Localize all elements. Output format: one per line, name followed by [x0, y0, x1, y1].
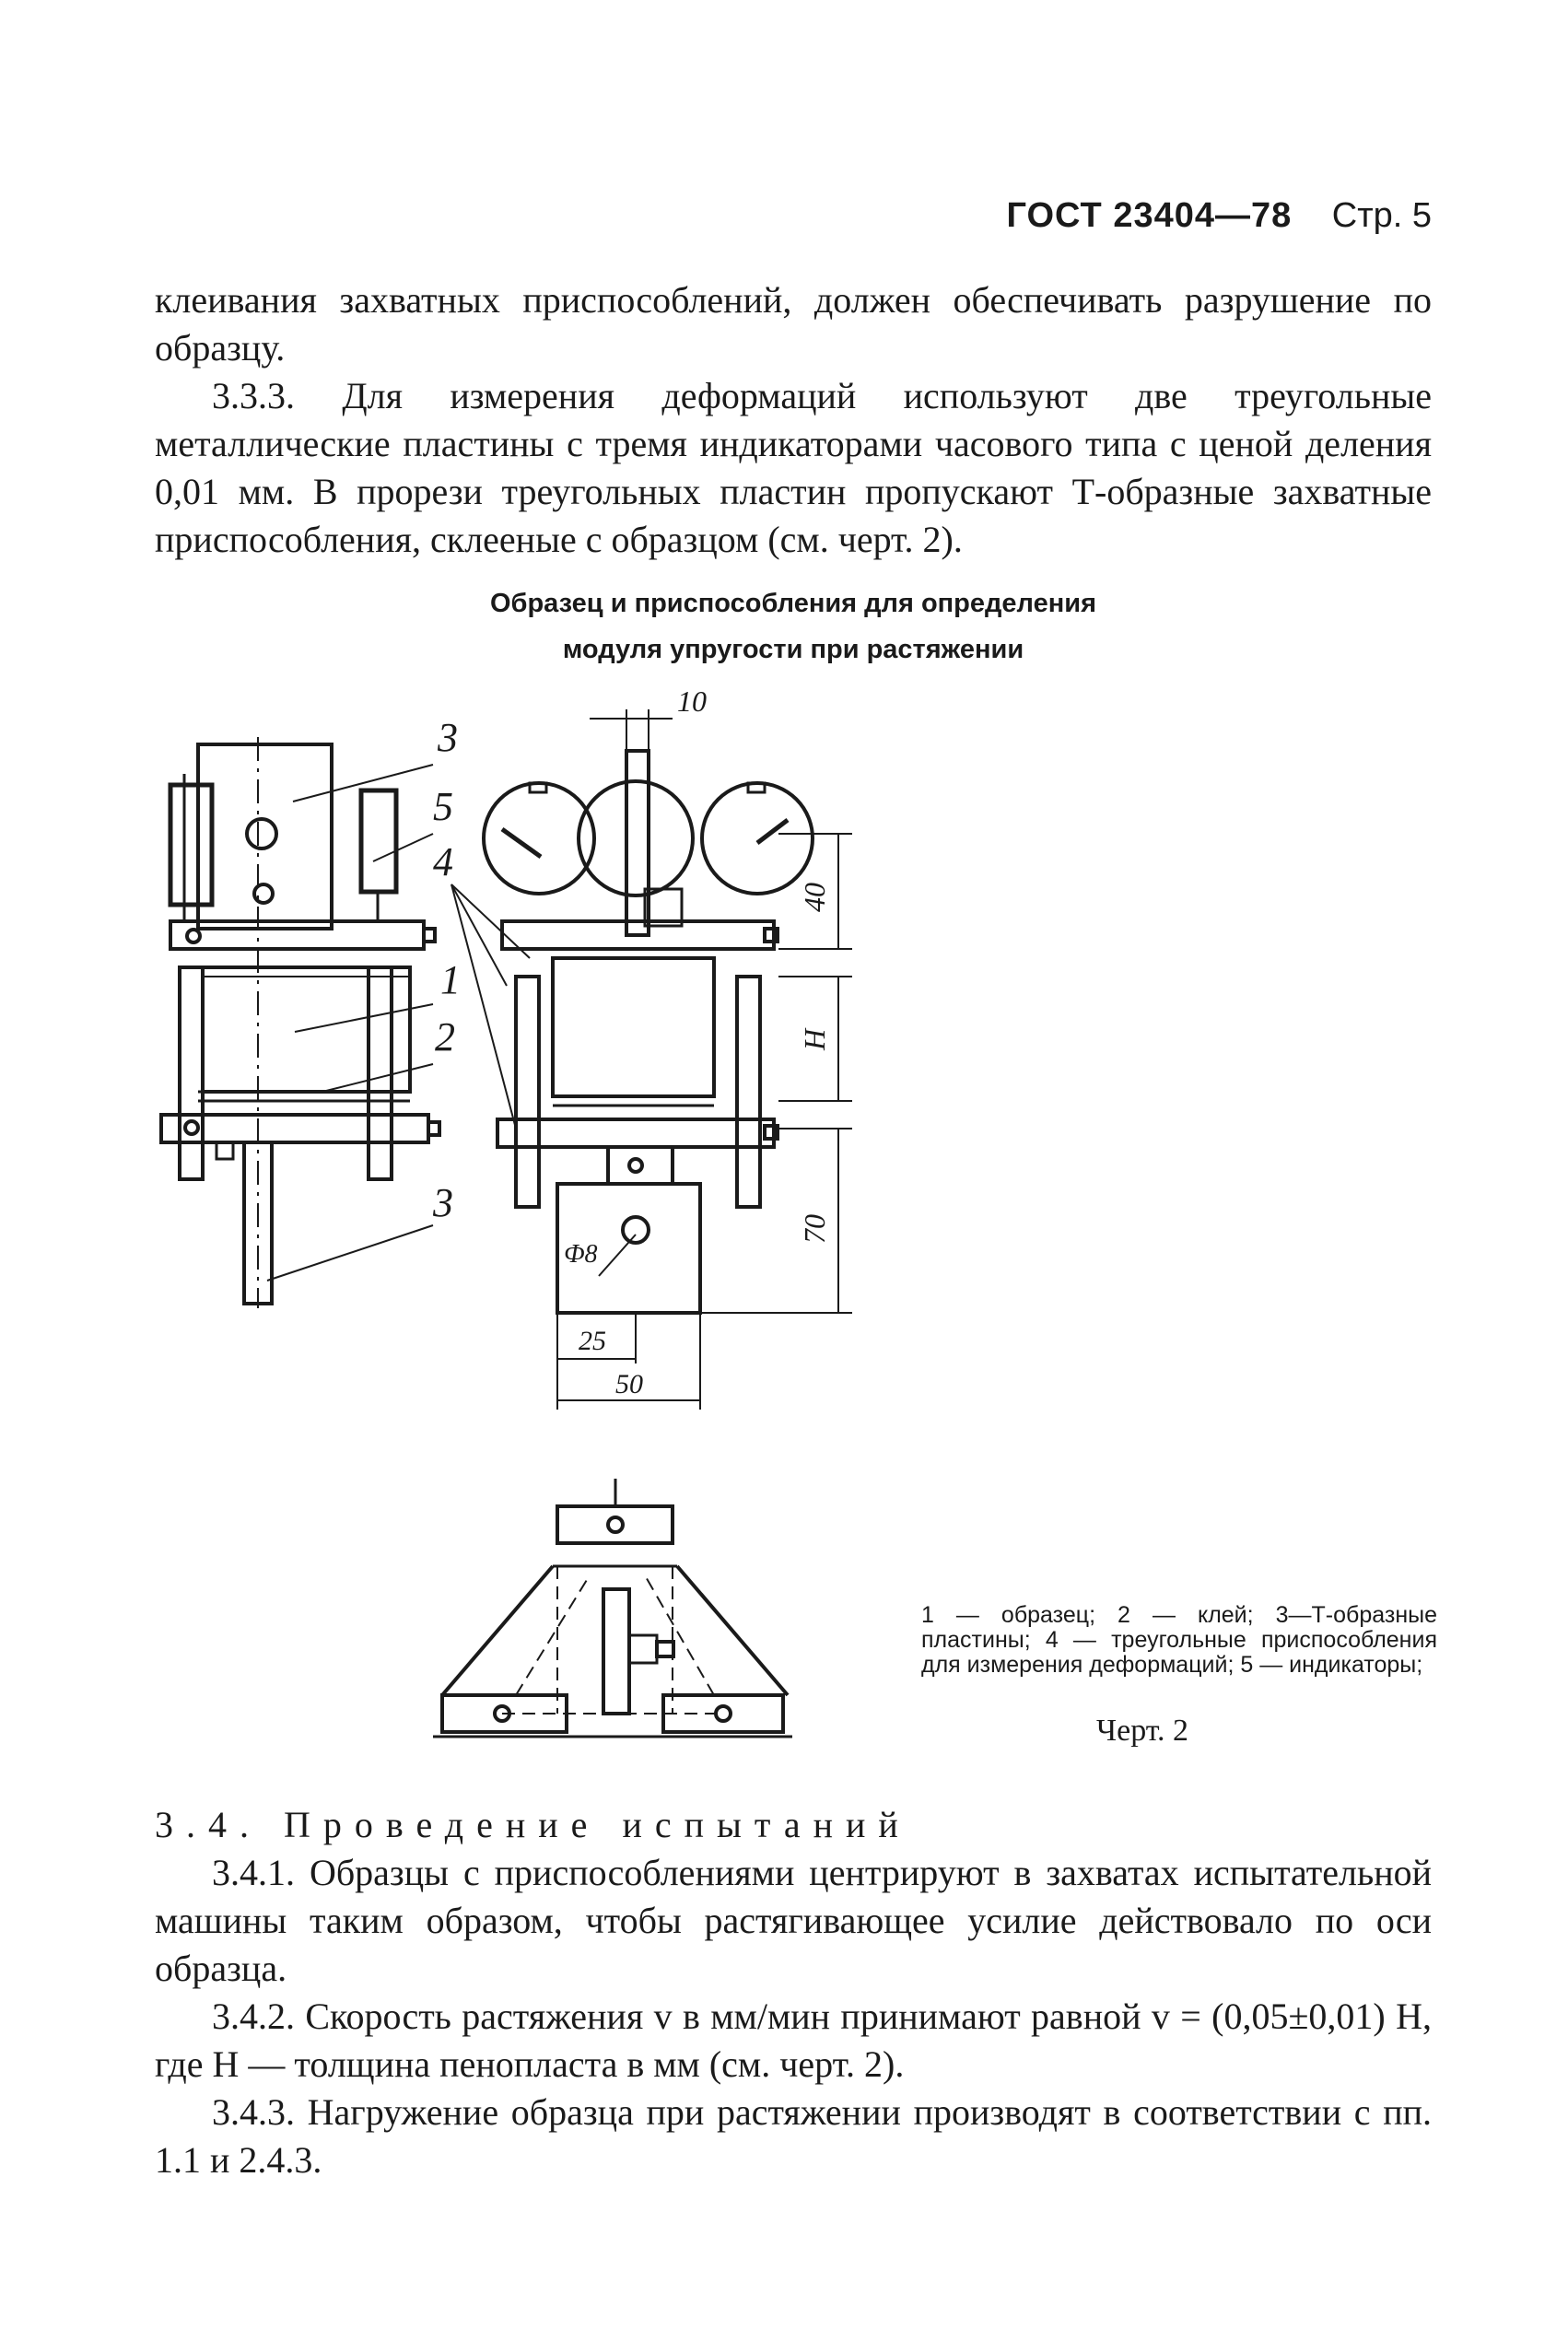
dim-h: H — [798, 1028, 831, 1050]
dim-40: 40 — [798, 883, 831, 912]
section-3-4-heading: 3.4. Проведение испытаний — [155, 1804, 911, 1845]
paragraph-3-3-3: 3.3.3. Для измерения деформаций используют две треугольные металлические пластины с тремя индикаторами часового типа с ценой деления 0,01 мм. В прорези треугольных пластин пропускают Т-образные захватные приспособления, склееные с образцом (см. черт. 2). — [155, 375, 1432, 560]
figure-number: Черт. 2 — [1096, 1714, 1189, 1748]
dim-70: 70 — [798, 1214, 831, 1244]
label-3-bottom: 3 — [433, 1180, 453, 1225]
page-number: Стр. 5 — [1331, 196, 1432, 235]
paragraph-3-4-3: 3.4.3. Нагружение образца при растяжении производят в соответствии с пп. 1.1 и 2.4.3. — [155, 2091, 1432, 2181]
figure-title-line-2: модуля упругости при растяжении — [562, 635, 1024, 664]
front-view — [484, 751, 813, 1313]
label-4: 4 — [433, 839, 453, 884]
top-view — [433, 1479, 792, 1737]
label-5: 5 — [433, 784, 453, 829]
label-1: 1 — [440, 957, 461, 1002]
standard-number: ГОСТ 23404—78 — [1006, 196, 1293, 235]
paragraph-3-4-1: 3.4.1. Образцы с приспособлениями центрируют в захватах испытательной машины таким образом, чтобы растягивающее усилие действовало по оси образца. — [155, 1852, 1432, 1989]
dial-indicator-right — [702, 783, 813, 894]
lead-in-paragraph: клеивания захватных приспособлений, должен обеспечивать разрушение по образцу. — [155, 279, 1432, 369]
dim-25: 25 — [579, 1326, 606, 1356]
figure-legend: 1 — образец; 2 — клей; 3—Т-образные пластины; 4 — треугольные приспособления для измерения деформаций; 5 — индикаторы; — [921, 1602, 1437, 1678]
label-3-top: 3 — [438, 715, 458, 760]
label-2: 2 — [435, 1014, 455, 1059]
dim-phi8: Ф8 — [564, 1240, 598, 1269]
left-side-view — [161, 737, 439, 1308]
dim-10: 10 — [677, 685, 707, 718]
dim-50: 50 — [615, 1369, 643, 1399]
figure-title-line-1: Образец и приспособления для определения — [489, 589, 1096, 618]
section-3-4 — [155, 1801, 1432, 2184]
paragraph-3-4-2: 3.4.2. Скорость растяжения v в мм/мин принимают равной v = (0,05±0,01) H, где H — толщина пенопласта в мм (см. черт. 2). — [155, 1995, 1432, 2085]
